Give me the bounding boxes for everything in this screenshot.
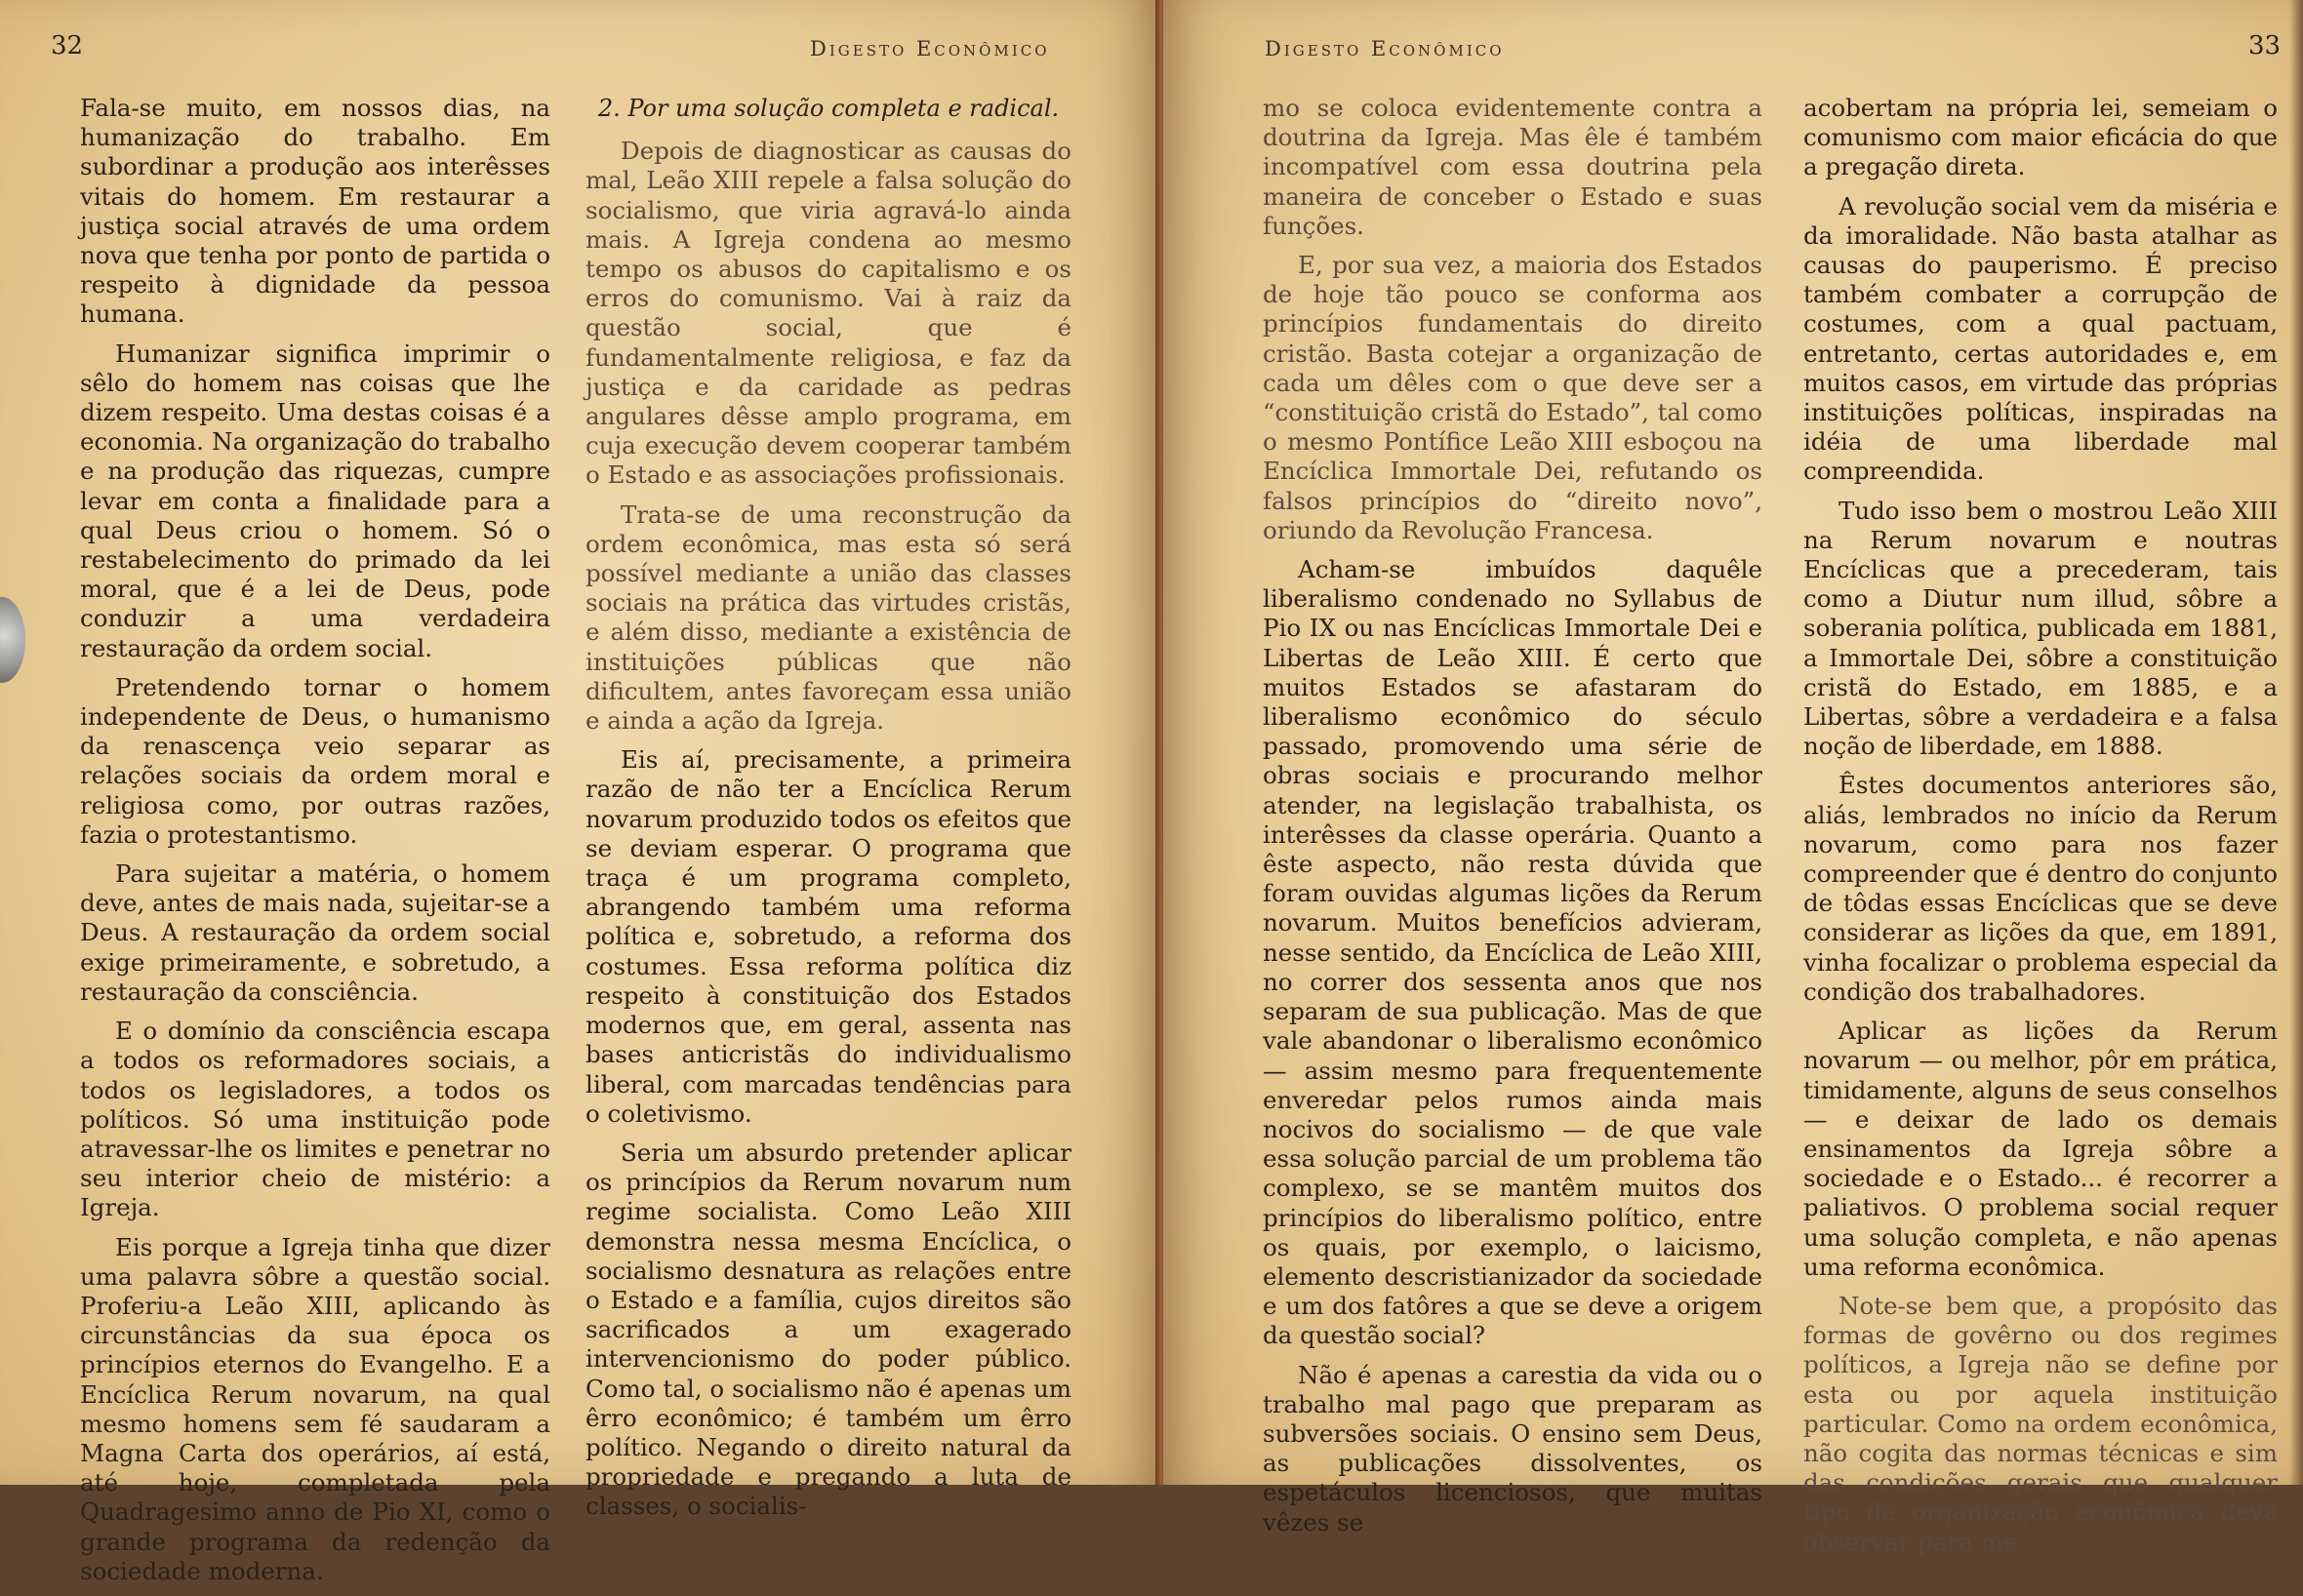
paragraph: Trata-se de uma reconstrução da ordem econômica, mas esta só será possível mediante a união das classes sociais na prática das virtudes cristãs, e além disso, mediante a existência de instituições públicas que não dificultem, antes favoreçam essa união e ainda a ação da Igreja. [586,499,1071,736]
paragraph: E, por sua vez, a maioria dos Estados de hoje tão pouco se conforma aos princípios fundamentais do direito cristão. Basta cotejar a organização de cada um dêles com o que deve ser a “constituição cristã do Estado”, tal como o mesmo Pontífice Leão XIII esboçou na Encíclica Immortale Dei, refutando os falsos princípios do “direito novo”, oriundo da Revolução Francesa. [1263,251,1762,544]
section-heading: 2. Por uma solução completa e radical. [597,95,1060,122]
paragraph: Acham-se imbuídos daquêle liberalismo condenado no Syllabus de Pio IX ou nas Encíclicas Immortale Dei e Libertas de Leão XIII. É certo que muitos Estados se afastaram do liberalismo econômico do século passado, promovendo uma série de obras sociais e procurando melhor atender, na legislação trabalhista, os interêsses da classe operária. Quanto a êste aspecto, não resta dúvida que foram ouvidas algumas lições da Rerum novarum. Muitos benefícios advieram, nesse sentido, da Encíclica de Leão XIII, no correr dos sessenta anos que nos separam de sua publicação. Mas de que vale abandonar o liberalismo econômico — assim mesmo para frequentemente enveredar pelos rumos ainda mais nocivos do socialismo — de que vale essa solução parcial de um problema tão complexo, se se mantêm muitos dos princípios do liberalismo político, entre os quais, por exemplo, o laicismo, elemento descristianizador da sociedade e um dos fatôres a que se deve a origem da questão social? [1263,555,1762,1350]
running-head-right: Digesto Econômico [1265,37,1505,60]
paragraph: Tudo isso bem o mostrou Leão XIII na Rerum novarum e noutras Encíclicas que a precederam, tais como a Diutur num illud, sôbre a soberania política, publicada em 1881, a Immortale Dei, sôbre a constituição cristã do Estado, em 1885, e a Libertas, sôbre a verdadeira e a falsa noção de liberdade, em 1888. [1803,496,2278,761]
right-page [1163,0,2303,1556]
paragraph: Humanizar significa imprimir o sêlo do homem nas coisas que lhe dizem respeito. Uma destas coisas é a economia. Na organização do trabalho e na produção das riquezas, cumpre levar em conta a finalidade para a qual Deus criou o homem. Só o restabelecimento do primado da lei moral, que é a lei de Deus, pode conduzir a uma verdadeira restauração da ordem social. [80,339,550,662]
paragraph: acobertam na própria lei, semeiam o comunismo com maior eficácia do que a pregação direta. [1803,94,2278,181]
page-number-left: 32 [51,31,84,60]
paragraph: E o domínio da consciência escapa a todos os reformadores sociais, a todos os legisladores, a todos os políticos. Só uma instituição pode atravessar-lhe os limites e penetrar no seu interior cheio de mistério: a Igreja. [80,1017,550,1222]
paragraph: Pretendendo tornar o homem independente de Deus, o humanismo da renascença veio separar as relações sociais da ordem moral e religiosa como, por outras razões, fazia o protestantismo. [80,672,550,849]
binder-clip [0,597,25,683]
paragraph: mo se coloca evidentemente contra a doutrina da Igreja. Mas êle é também incompatível com essa doutrina pela maneira de conceber o Estado e suas funções. [1263,94,1762,240]
right-column-2 [1803,94,2278,1567]
page-edge [2289,0,2303,1485]
paragraph: Para sujeitar a matéria, o homem deve, antes de mais nada, sujeitar-se a Deus. A restauração da ordem social exige primeiramente, e sobretudo, a restauração da consciência. [80,859,550,1006]
left-column-1 [80,94,550,1596]
page-number-right: 33 [2248,31,2282,60]
paragraph: Eis porque a Igreja tinha que dizer uma palavra sôbre a questão social. Proferiu-a Leão XIII, aplicando às circunstâncias da sua época os princípios eternos do Evangelho. E a Encíclica Rerum novarum, na qual mesmo homens sem fé saudaram a Magna Carta dos operários, aí está, até hoje, completada pela Quadragesimo anno de Pio XI, como o grande programa da redenção da sociedade moderna. [80,1232,550,1585]
paragraph: Note-se bem que, a propósito das formas de govêrno ou dos regimes políticos, a Igreja não se define por esta ou por aquela instituição particular. Como na ordem econômica, não cogita das normas técnicas e sim das condições gerais que qualquer tipo de organização econômica deve observar para me- [1803,1291,2278,1556]
running-head-left: Digesto Econômico [810,37,1050,60]
left-page [0,0,1159,1585]
paragraph: Aplicar as lições da Rerum novarum — ou melhor, pôr em prática, timidamente, alguns de seus conselhos — e deixar de lado os demais ensinamentos da Igreja sôbre a sociedade e o Estado... é recorrer a paliativos. O problema social requer uma solução completa, e não apenas uma reforma econômica. [1803,1017,2278,1281]
paragraph: Seria um absurdo pretender aplicar os princípios da Rerum novarum num regime socialista. Como Leão XIII demonstra nessa mesma Encíclica, o socialismo desnatura as relações entre o Estado e a família, cujos direitos são sacrificados a um exagerado intervencionismo do poder público. Como tal, o socialismo não é apenas um êrro econômico; é também um êrro político. Negando o direito natural da propriedade e pregando a luta de classes, o socialis- [586,1137,1071,1521]
paragraph: Fala-se muito, em nossos dias, na humanização do trabalho. Em subordinar a produção aos interêsses vitais do homem. Em restaurar a justiça social através de uma ordem nova que tenha por ponto de partida o respeito à dignidade da pessoa humana. [80,94,550,329]
paragraph: Não é apenas a carestia da vida ou o trabalho mal pago que preparam as subversões sociais. O ensino sem Deus, as publicações dissolventes, os espetáculos licenciosos, que muitas vêzes se [1263,1360,1762,1536]
right-column-1 [1263,94,1762,1547]
paragraph: Depois de diagnosticar as causas do mal, Leão XIII repele a falsa solução do socialismo, que viria agravá-lo ainda mais. A Igreja condena ao mesmo tempo os abusos do capitalismo e os erros do comunismo. Vai à raiz da questão social, que é fundamentalmente religiosa, e faz da justiça e da caridade as pedras angulares dêsse amplo programa, em cuja execução devem cooperar também o Estado e as associações profissionais. [586,137,1071,490]
paragraph: A revolução social vem da miséria e da imoralidade. Não basta atalhar as causas do pauperismo. É preciso também combater a corrupção de costumes, com a qual pactuam, entretanto, certas autoridades e, em muitos casos, em virtude das próprias instituições políticas, inspiradas na idéia de uma liberdade mal compreendida. [1803,191,2278,486]
left-column-2 [586,94,1071,1532]
paragraph: Eis aí, precisamente, a primeira razão de não ter a Encíclica Rerum novarum produzido todos os efeitos que se deviam esperar. O programa que traça é um programa completo, abrangendo também uma reforma política e, sobretudo, a reforma dos costumes. Essa reforma política diz respeito à constituição dos Estados modernos que, em geral, assenta nas bases anticristãs do individualismo liberal, com marcadas tendências para o coletivismo. [586,745,1071,1128]
paragraph: Êstes documentos anteriores são, aliás, lembrados no início da Rerum novarum, como para nos fazer compreender que é dentro do conjunto de tôdas essas Encíclicas que se deve considerar as lições da que, em 1891, vinha focalizar o problema especial da condição dos trabalhadores. [1803,771,2278,1006]
